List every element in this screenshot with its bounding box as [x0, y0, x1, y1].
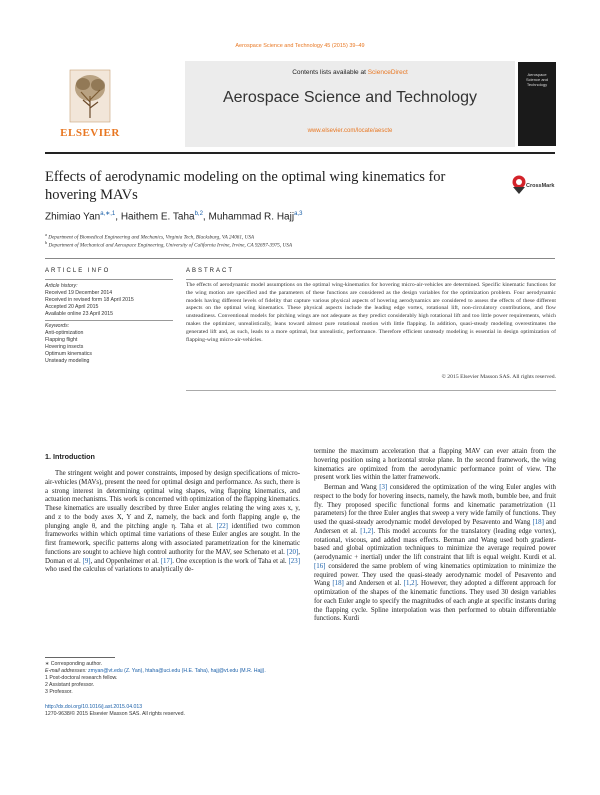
paper-title: Effects of aerodynamic modeling on the optimal wing kinematics for hovering MAVs [45, 169, 446, 203]
section-heading-introduction: 1. Introduction [45, 452, 95, 461]
abstract-rule [186, 279, 556, 280]
text-run: and Andersen et al. [343, 580, 404, 588]
keywords-label: Keywords: [45, 323, 70, 329]
citation-link[interactable]: [23] [288, 557, 300, 565]
text-run: , and Oppenheimer et al. [90, 557, 161, 565]
intro-left-column [45, 470, 300, 575]
affiliation-mark: b [45, 240, 48, 245]
citation-link[interactable]: [16] [314, 562, 326, 570]
footnote-rule [45, 657, 115, 658]
journal-reference[interactable]: Aerospace Science and Technology 45 (2015) 39–49 [235, 43, 365, 49]
journal-cover-image [518, 62, 556, 146]
corresponding-author-note: ∗ Corresponding author. [45, 661, 103, 667]
keyword-item: Unsteady modeling [45, 358, 90, 364]
author-name[interactable]: Muhammad R. Hajj [208, 211, 295, 223]
text-run: considered the optimization of the wing Euler angles with respect to the body for hovering insects, namely, the hawk moth, bumble bee, and fruit fly. They proposed specific functional forms and kinematic parametrization (11 parameters) for the three Euler angles that sweep a very wide family of functions. They used the quasi-steady aerodynamic model developed by Pesavento and Wang [314, 484, 556, 526]
article-info-rule [45, 279, 173, 280]
sciencedirect-link[interactable]: ScienceDirect [367, 69, 408, 76]
intro-paragraph: termine the maximum acceleration that a flapping MAV can ever attain from the hovering position using a horizontal stroke plane. In the second framework, the wing kinematics are optimized from the aerodynamic performance point of view. The present work lies within the latter framework. [314, 448, 556, 482]
intro-paragraph [45, 470, 300, 575]
keyword-item: Anti-optimization [45, 330, 84, 336]
author-mark[interactable]: a,3 [294, 211, 303, 217]
text-run: and Andersen et al. [314, 519, 556, 535]
citation-link[interactable]: [1,2] [403, 580, 417, 588]
issn-line: 1270-9638/© 2015 Elsevier Masson SAS. All rights reserved. [45, 711, 185, 717]
email-links[interactable]: zmyan@vt.edu (Z. Yan), htaha@uci.edu (H.E. Taha), hajj@vt.edu (M.R. Hajj). [87, 668, 266, 674]
history-item: Received in revised form 18 April 2015 [45, 297, 134, 303]
citation-link[interactable]: [18] [332, 580, 344, 588]
contents-line [185, 69, 515, 76]
doi-link[interactable]: http://dx.doi.org/10.1016/j.ast.2015.04.013 [45, 704, 143, 710]
author-mark[interactable]: a,∗,1 [100, 211, 116, 217]
author-mark[interactable]: b,2 [194, 211, 203, 217]
citation-link[interactable]: [3] [379, 484, 388, 491]
text-run: who used the calculus of variations to analytically de- [45, 566, 194, 574]
text-run: . One exception is the work of Taha et al. [172, 557, 289, 565]
abstract-end-rule [186, 390, 556, 391]
email-label: E-mail addresses: [45, 668, 88, 674]
author-name[interactable]: Haithem E. Taha [120, 211, 195, 223]
cover-title: Aerospace Science and Technology [525, 72, 548, 87]
abstract-heading: ABSTRACT [186, 268, 235, 274]
intro-right-column [314, 448, 556, 624]
keyword-item: Optimum kinematics [45, 351, 92, 357]
text-run: identified two common frameworks within which optimal time variations of these Euler angles are sought. In the first framework, specific patterns along with associated parametrization for the kinematic functions are sought to achieve high control authority for the MAV, see Schenato et al. [45, 522, 300, 556]
keywords [45, 323, 180, 365]
email-note [45, 668, 300, 675]
affiliation [45, 240, 292, 249]
text-run: . However, they adopted a different approach for optimization of the shapes of the kinematic functions. They used 30 design variables for each Euler angle to specify the magnitudes of each angle at specific instants during the flapping cycle. Spline interpolation was then performed to obtain differentiable functions. Kurdi [314, 580, 556, 623]
affiliation-mark: a [45, 232, 47, 237]
article-history [45, 283, 180, 318]
citation-link[interactable]: [1,2] [360, 527, 374, 535]
footnote: 1 Post-doctoral research fellow. [45, 675, 118, 681]
text-run: , Doman et al. [45, 548, 300, 565]
citation-link[interactable]: [20] [286, 548, 299, 556]
footnote: 2 Assistant professor. [45, 682, 95, 688]
text-run: . This model accounts for the translatory (leading edge vortex), rotational, viscous, and added mass effects. Berman and Wang used both gradient-based and global optimization techniques to minimize the average required power (aerodynamic + inertial) under the lift constraint that lift is equal weight. Kurdi et al. [314, 527, 556, 561]
article-info-heading: ARTICLE INFO [45, 268, 111, 274]
crossmark-icon [512, 175, 526, 195]
citation-link[interactable]: [17] [160, 557, 173, 565]
history-label: Article history: [45, 283, 78, 289]
header-rule [45, 152, 555, 154]
text-run: considered the same problem of wing kinematics optimization to minimize the required power. They used the quasi-steady aerodynamic model of Pesavento and Wang [314, 562, 556, 588]
author-list: Zhimiao Yan$^{a,∗,1}$, Haithem E. Taha$^{b,2}$, Muhammad R. Hajj$^{a,3}$ [45, 211, 303, 223]
journal-url-link[interactable]: www.elsevier.com/locate/aescte [307, 128, 393, 134]
contents-prefix: Contents lists available at [292, 69, 368, 76]
text-run: The stringent weight and power constraints, imposed by design specifications of micro-air-vehicles (MAVs), present the need for optimal design and performance. As such, there is a strong interest in determining optimal wing shapes, wing flapping kinematics, and actuation mechanisms. This work is concerned with optimization of the flapping kinematics. These kinematics are usually described by three Euler angles relating the wing axes x, y, and z to the body axes X, Y and Z, namely, the back and forth flapping angle φ, the plunging angle θ, and the pitching angle η. Taha et al. [45, 470, 300, 530]
footnotes [45, 661, 300, 718]
section-rule [45, 258, 555, 259]
publisher-name: ELSEVIER [60, 127, 120, 139]
crossmark-badge[interactable] [512, 171, 560, 201]
footnote: 3 Professor. [45, 689, 73, 695]
intro-paragraph [314, 484, 556, 624]
keyword-item: Flapping flight [45, 337, 78, 343]
journal-title: Aerospace Science and Technology [222, 89, 478, 106]
history-item: Available online 23 April 2015 [45, 311, 113, 317]
keyword-item: Hovering insects [45, 344, 84, 350]
author-name[interactable]: Zhimiao Yan [45, 211, 101, 223]
abstract-text: The effects of aerodynamic model assumptions on the optimal wing-kinematics for hovering micro-air-vehicles are determined. Specific kinematic functions for the wing motion are specified and the parameters of these functions are considered as the design variables for the optimization problem. Four aerodynamic models having different levels of fidelity that capture various physical aspects of hovering aerodynamics are considered to assess the effects of these different aspects on the optimal wing kinematics. These physical aspects include the leading edge vortex, rotational lift, non-circulatory contributions, and flow unsteadiness. Conventional models for pitching wings are not adequate as they predict considerably high rotational lift and too little power requirements, which makes the optimizer, unrealistically, leans toward almost pure rotational motion with little flapping. In addition, quasi-steady modeling overestimates the generated lift and, as such, leads to a more optimal, but unrealistic, performance. Therefore efficient unsteady modeling is essential in design optimization of flapping-wing micro-air-vehicles. [186, 282, 556, 343]
affiliation-text: Department of Mechanical and Aerospace Engineering, University of California Irvine, Irvine, CA 92697-3975, USA [48, 242, 292, 249]
citation-link[interactable]: [18] [532, 519, 544, 526]
history-item: Received 19 December 2014 [45, 290, 113, 296]
text-run: Berman and Wang [324, 484, 380, 491]
citation-link[interactable]: [9] [82, 557, 91, 565]
history-item: Accepted 20 April 2015 [45, 304, 99, 310]
article-info-rule [45, 320, 173, 321]
affiliation-text: Department of Biomedical Engineering and Mechanics, Virginia Tech, Blacksburg, VA 24061, USA [48, 234, 255, 241]
abstract-copyright: © 2015 Elsevier Masson SAS. All rights reserved. [441, 374, 556, 380]
crossmark-label: CrossMark [526, 183, 555, 189]
citation-link[interactable]: [22] [216, 522, 228, 530]
